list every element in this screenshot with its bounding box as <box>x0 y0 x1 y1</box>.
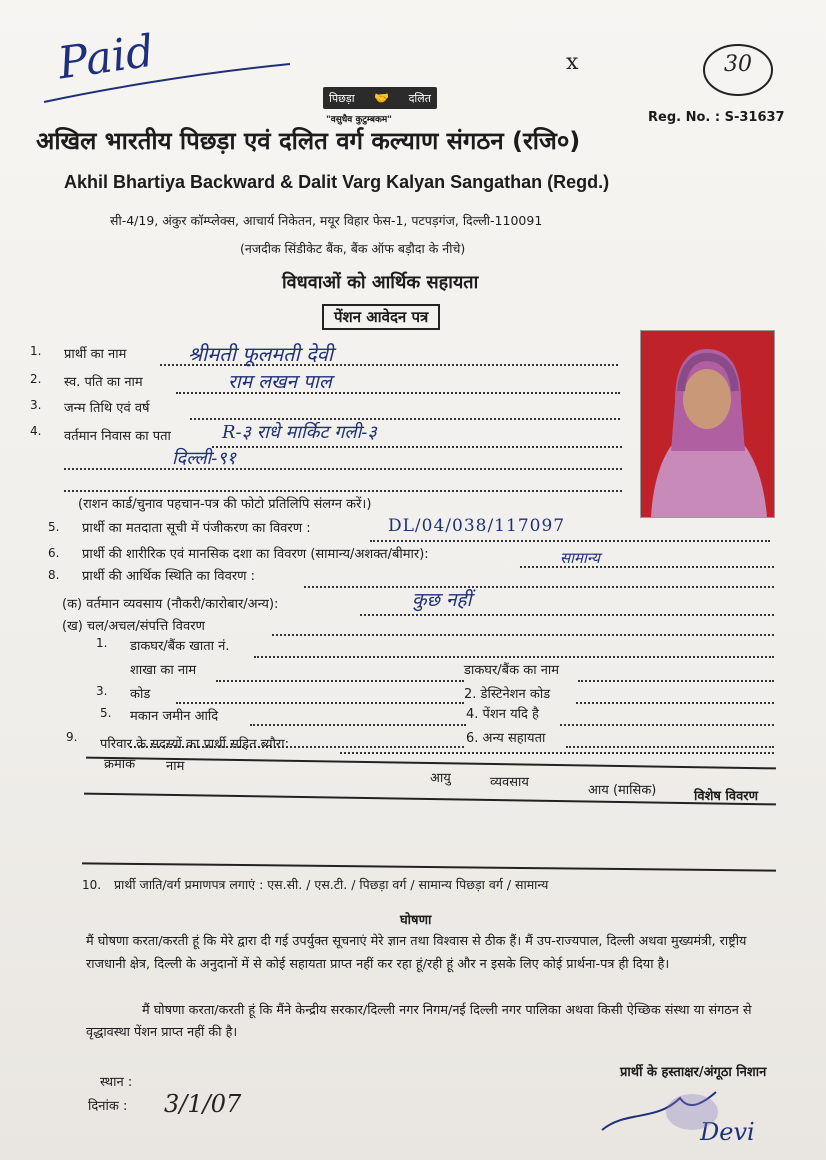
house-land-label: मकान जमीन आदि <box>130 709 219 724</box>
field-6-label: प्रार्थी की शारीरिक एवं मानसिक दशा का विवरण (सामान्य/अशक्त/बीमार): <box>82 547 429 562</box>
field-8b-label: (ख) चल/अचल/संपत्ति विवरण <box>62 619 205 634</box>
applicant-photo <box>640 330 775 518</box>
ration-card-note: (राशन कार्ड/चुनाव पहचान-पत्र की फोटो प्रतिलिपि संलग्न करें।) <box>78 497 372 512</box>
field-2-value[interactable]: राम लखन पाल <box>228 371 332 393</box>
motto: "वसुधैव कुटुम्बकम" <box>326 115 392 125</box>
column-serial: क्रमांक <box>104 757 136 772</box>
field-2-number: 2. <box>30 372 42 386</box>
column-income: आय (मासिक) <box>588 783 657 798</box>
handwritten-cross: x <box>566 50 579 75</box>
registration-number: Reg. No. : S-31637 <box>648 110 785 125</box>
field-4-label: वर्तमान निवास का पता <box>64 429 171 444</box>
column-remarks: विशेष विवरण <box>694 789 759 804</box>
other-help-label: 6. अन्य सहायता <box>466 731 546 746</box>
field-5-label: प्रार्थी का मतदाता सूची में पंजीकरण का विवरण : <box>82 521 311 536</box>
field-9-number: 9. <box>66 730 78 744</box>
field-8a-line <box>360 614 774 616</box>
field-3-number: 3. <box>30 398 42 412</box>
field-8-line <box>304 586 774 588</box>
field-4-line-1 <box>212 446 622 448</box>
handshake-icon: 🤝 <box>374 91 390 105</box>
field-1-value[interactable]: श्रीमती फूलमती देवी <box>188 342 334 366</box>
sub-5-number: 5. <box>100 706 112 720</box>
family-table-header-rule <box>84 793 776 806</box>
field-6-value[interactable]: सामान्य <box>560 549 601 567</box>
house-land-line <box>250 724 466 726</box>
field-6-line <box>520 566 774 568</box>
person-photo-icon <box>641 331 774 517</box>
field-5-line <box>370 540 770 542</box>
sub-3-number: 3. <box>96 684 108 698</box>
header-address: सी-4/19, अंकुर कॉम्प्लेक्स, आचार्य निकेतन, मयूर विहार फेस-1, पटपड़गंज, दिल्ली-110091 <box>110 213 543 228</box>
pen-stroke-line <box>40 60 300 110</box>
code-line <box>176 702 464 704</box>
bank-account-line <box>254 656 774 658</box>
field-6-number: 6. <box>48 546 60 560</box>
title-hindi: अखिल भारतीय पिछड़ा एवं दलित वर्ग कल्याण संगठन (रजि०) <box>36 127 581 155</box>
subject-title: विधवाओं को आर्थिक सहायता <box>282 272 479 293</box>
field-4-value-line-2[interactable]: दिल्ली-९१ <box>172 448 237 469</box>
pension-line <box>560 724 774 726</box>
declaration-paragraph-1: मैं घोषणा करता/करती हूं कि मेरे द्वारा दी गई उपर्युक्त सूचनाएं मेरे ज्ञान तथा विश्वास से ठीक हैं। मैं उप-राज्यपाल, दिल्ली अथवा मुख्यमंत्री, राष्ट्रीय राजधानी क्षेत्र, दिल्ली के अनुदानों में से कोई सहायता प्राप्त नहीं कर रहा हूं/रही हूं और न इसके लिए कोई प्रार्थना-पत्र ही दिया है। <box>86 934 747 972</box>
bank-account-label: डाकघर/बैंक खाता नं. <box>130 639 230 654</box>
date-label: दिनांक : <box>88 1099 128 1114</box>
post-office-name-label: डाकघर/बैंक का नाम <box>464 663 560 678</box>
field-4-number: 4. <box>30 424 42 438</box>
organisation-logo <box>323 87 437 109</box>
form-title: पेंशन आवेदन पत्र <box>322 304 440 330</box>
pension-label: 4. पेंशन यदि है <box>466 707 539 722</box>
field-1-label: प्रार्थी का नाम <box>64 347 127 362</box>
destination-code-line <box>576 702 774 704</box>
other-help-line <box>566 746 774 748</box>
branch-name-line <box>216 680 464 682</box>
field-8-number: 8. <box>48 568 60 582</box>
title-english: Akhil Bhartiya Backward & Dalit Varg Kalyan Sangathan (Regd.) <box>64 172 610 192</box>
destination-code-label: 2. डेस्टिनेशन कोड <box>464 687 551 702</box>
logo-left-text: पिछड़ा <box>329 91 355 105</box>
column-occupation: व्यवसाय <box>490 775 529 790</box>
declaration-paragraph-2: मैं घोषणा करता/करती हूं कि मैंने केन्द्रीय सरकार/दिल्ली नगर निगम/नई दिल्ली नगर पालिका अथवा किसी ऐच्छिक संस्था या संगठन से वृद्धावस्था पेंशन प्राप्त नहीं की है। <box>86 1003 752 1040</box>
handwritten-paid-note: Paid <box>54 25 158 90</box>
date-value[interactable]: 3/1/07 <box>164 1090 242 1118</box>
circled-number: 30 <box>724 52 752 77</box>
column-age: आयु <box>430 771 451 786</box>
field-10-number: 10. <box>82 878 102 892</box>
field-9-label: परिवार के सदस्यों का प्रार्थी सहित ब्यौरा: <box>100 737 289 752</box>
field-4-line-2 <box>64 468 622 470</box>
field-4-line-3 <box>64 490 622 492</box>
field-8a-value[interactable]: कुछ नहीं <box>412 589 472 611</box>
header-address-note: (नजदीक सिंडीकेट बैंक, बैंक ऑफ बड़ौदा के नीचे) <box>240 241 466 256</box>
field-4-value-line-1[interactable]: R-३ राधे मार्किट गली-३ <box>222 422 377 443</box>
field-8-label: प्रार्थी की आर्थिक स्थिति का विवरण : <box>82 569 256 584</box>
field-2-label: स्व. पति का नाम <box>64 375 143 390</box>
sub-1-number: 1. <box>96 636 108 650</box>
field-1-number: 1. <box>30 344 42 358</box>
branch-name-label: शाखा का नाम <box>130 663 197 678</box>
field-8a-label: (क) वर्तमान व्यवसाय (नौकरी/कारोबार/अन्य): <box>62 597 279 612</box>
logo-right-text: दलित <box>408 91 431 105</box>
place-label: स्थान : <box>100 1075 133 1090</box>
family-table-bottom-rule <box>82 862 776 871</box>
column-name: नाम <box>166 759 185 774</box>
field-5-value[interactable]: DL/04/038/117097 <box>388 516 566 536</box>
field-9-line <box>340 752 774 754</box>
signature-label: प्रार्थी के हस्ताक्षर/अंगूठा निशान <box>620 1065 767 1080</box>
signature-value[interactable]: Devi <box>700 1118 755 1146</box>
field-10-label: प्रार्थी जाति/वर्ग प्रमाणपत्र लगाएं : एस.सी. / एस.टी. / पिछड़ा वर्ग / सामान्य पिछड़ा वर्ग / सामान्य <box>114 877 549 892</box>
code-label: कोड <box>130 687 151 702</box>
field-5-number: 5. <box>48 520 60 534</box>
post-office-name-line <box>578 680 774 682</box>
declaration-title: घोषणा <box>400 913 432 928</box>
thumb-impression-mark <box>596 1080 726 1140</box>
field-8b-line <box>272 634 774 636</box>
field-3-label: जन्म तिथि एवं वर्ष <box>64 401 150 416</box>
